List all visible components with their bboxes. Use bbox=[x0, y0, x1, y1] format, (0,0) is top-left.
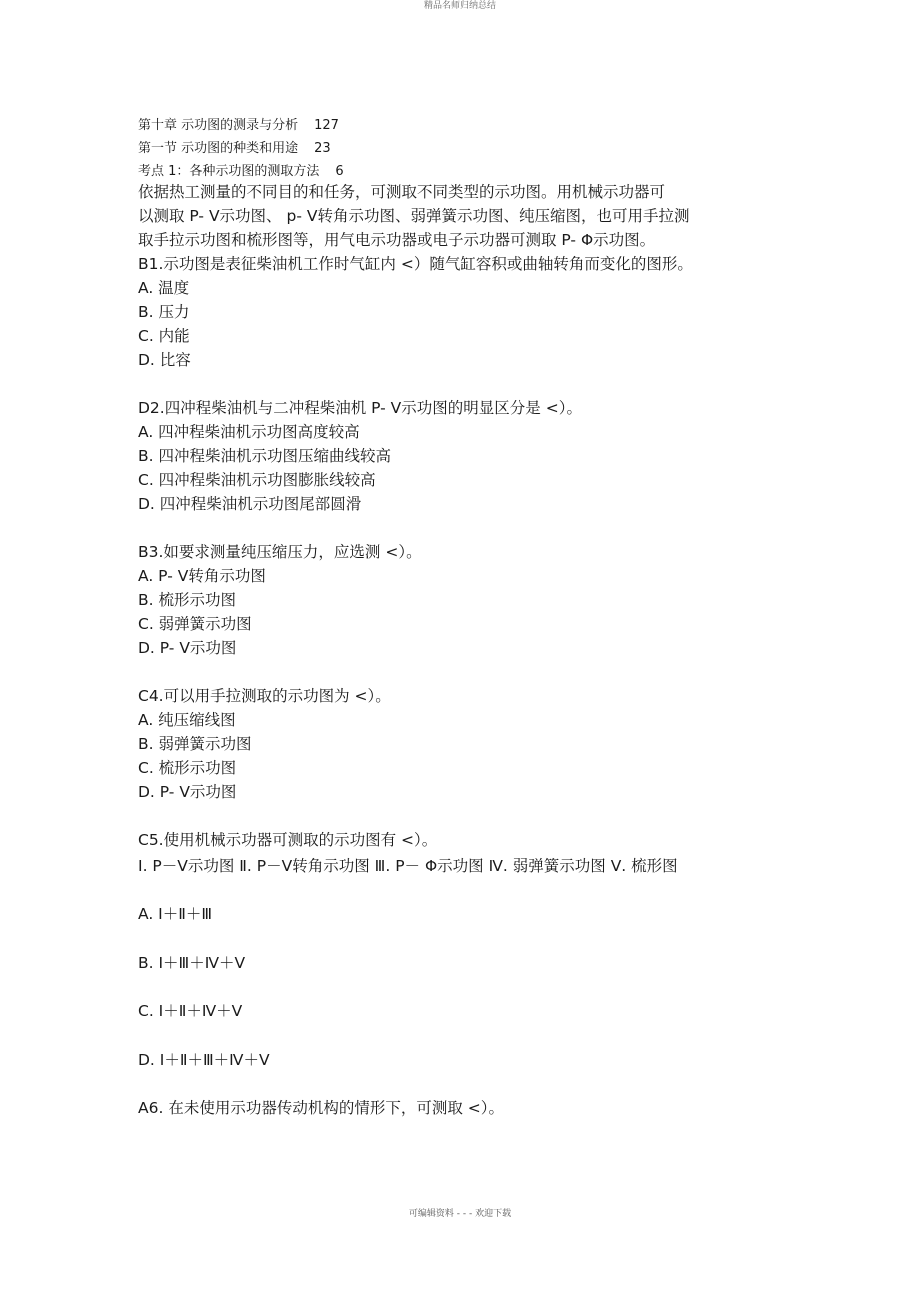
option-c: C. 梳形示功图 bbox=[138, 759, 237, 777]
intro-line: 依据热工测量的不同目的和任务，可测取不同类型的示功图。用机械示功器可 bbox=[138, 183, 666, 201]
option-d: D. Ⅰ＋Ⅱ＋Ⅲ＋Ⅳ＋Ⅴ bbox=[138, 1051, 270, 1069]
option-b: B. Ⅰ＋Ⅲ＋Ⅳ＋Ⅴ bbox=[138, 954, 246, 972]
intro-paragraph bbox=[138, 180, 798, 252]
option-d: D. P- V示功图 bbox=[138, 783, 237, 801]
option-d: D. 比容 bbox=[138, 351, 191, 369]
option-c: C. 内能 bbox=[138, 327, 190, 345]
option-a: A. P- V转角示功图 bbox=[138, 567, 266, 585]
meta-label: 第十章 示功图的测录与分析 bbox=[138, 118, 299, 133]
question-2 bbox=[138, 396, 798, 516]
question-stem: C5.使用机械示功器可测取的示功图有 <）。 bbox=[138, 831, 438, 849]
option-a: A. 四冲程柴油机示功图高度较高 bbox=[138, 423, 360, 441]
chapter-line bbox=[138, 114, 798, 137]
option-d: D. 四冲程柴油机示功图尾部圆滑 bbox=[138, 495, 362, 513]
question-3 bbox=[138, 540, 798, 660]
page-footer: 可编辑资料 - - - 欢迎下载 bbox=[408, 1209, 512, 1219]
roman-choices: Ⅰ. P－V示功图 Ⅱ. P－V转角示功图 Ⅲ. P－ Φ示功图 Ⅳ. 弱弹簧示功图 Ⅴ. 梳形图 bbox=[138, 857, 678, 875]
option-b: B. 梳形示功图 bbox=[138, 591, 236, 609]
option-a: A. 温度 bbox=[138, 279, 190, 297]
question-stem: B1.示功图是表征柴油机工作时气缸内 <）随气缸容积或曲轴转角而变化的图形。 bbox=[138, 255, 693, 273]
question-1 bbox=[138, 252, 798, 372]
meta-number: 127 bbox=[314, 118, 339, 133]
question-stem: B3.如要求测量纯压缩压力，应选测 <）。 bbox=[138, 543, 422, 561]
document-body bbox=[138, 114, 798, 1120]
option-a: A. 纯压缩线图 bbox=[138, 711, 236, 729]
meta-label: 考点 1：各种示功图的测取方法 bbox=[138, 164, 320, 179]
question-stem: D2.四冲程柴油机与二冲程柴油机 P- V示功图的明显区分是 <）。 bbox=[138, 399, 582, 417]
question-stem: C4.可以用手拉测取的示功图为 <）。 bbox=[138, 687, 391, 705]
option-b: B. 四冲程柴油机示功图压缩曲线较高 bbox=[138, 447, 391, 465]
option-b: B. 压力 bbox=[138, 303, 190, 321]
meta-number: 23 bbox=[314, 141, 331, 156]
option-b: B. 弱弹簧示功图 bbox=[138, 735, 252, 753]
option-c: C. Ⅰ＋Ⅱ＋Ⅳ＋Ⅴ bbox=[138, 1002, 243, 1020]
option-d: D. P- V示功图 bbox=[138, 639, 237, 657]
question-5 bbox=[138, 828, 798, 1072]
question-4 bbox=[138, 684, 798, 804]
option-c: C. 弱弹簧示功图 bbox=[138, 615, 252, 633]
meta-number: 6 bbox=[335, 164, 344, 179]
section-line bbox=[138, 137, 798, 160]
meta-label: 第一节 示功图的种类和用途 bbox=[138, 141, 299, 156]
intro-line: 以测取 P- V示功图、 p- V转角示功图、弱弹簧示功图、纯压缩图，也可用手拉测 bbox=[138, 207, 690, 225]
page-header: 精品名师归纳总结 bbox=[423, 1, 496, 11]
question-stem: A6. 在未使用示功器传动机构的情形下，可测取 <）。 bbox=[138, 1099, 504, 1117]
question-6 bbox=[138, 1096, 798, 1120]
option-a: A. Ⅰ＋Ⅱ＋Ⅲ bbox=[138, 905, 213, 923]
intro-line: 取手拉示功图和梳形图等，用气电示功器或电子示功器可测取 P- Φ示功图。 bbox=[138, 231, 656, 249]
option-c: C. 四冲程柴油机示功图膨胀线较高 bbox=[138, 471, 376, 489]
